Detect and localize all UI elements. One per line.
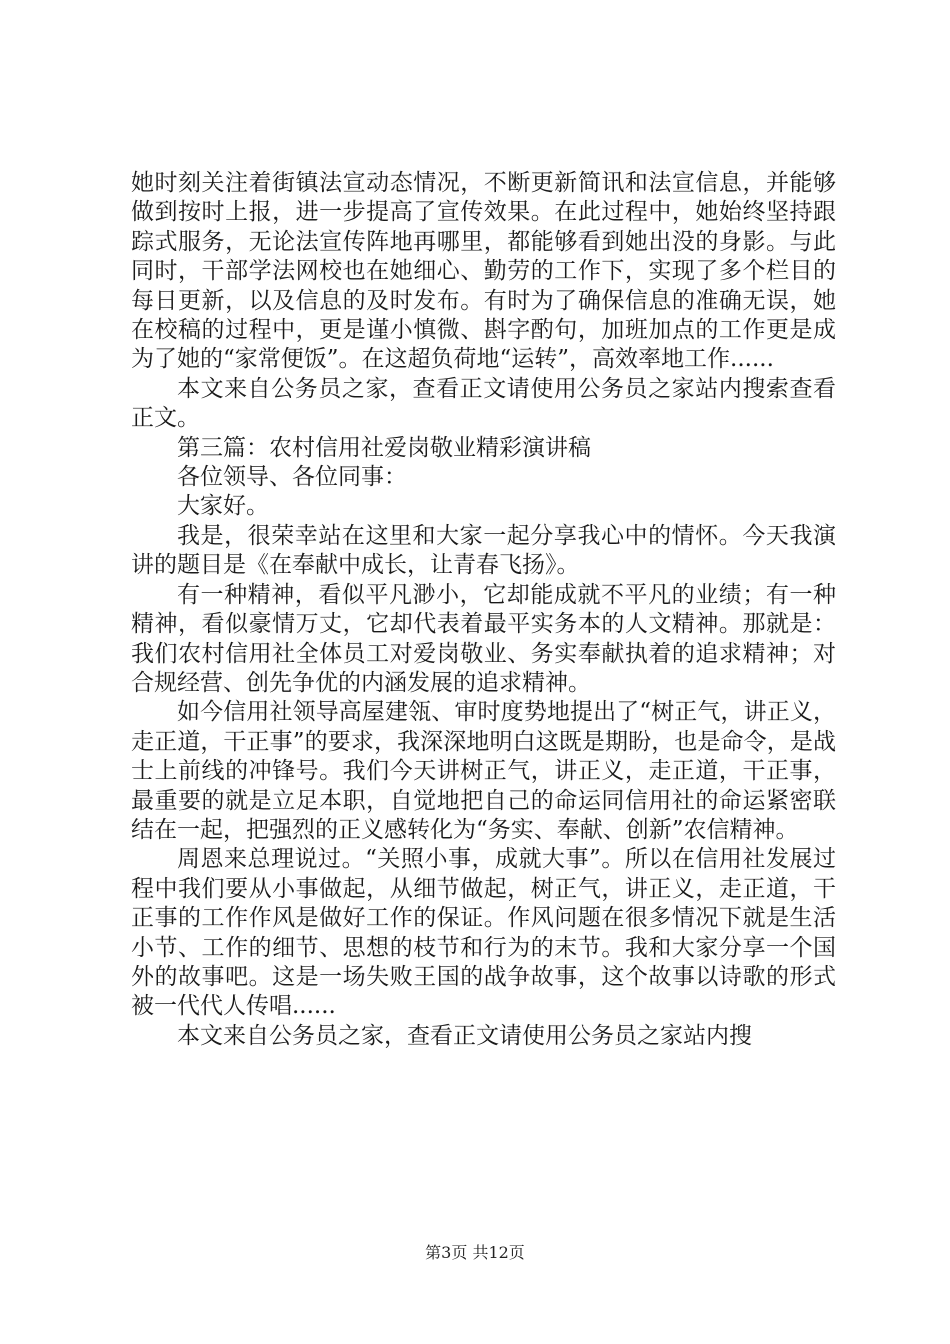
page-number: 第3页 共12页 <box>425 1243 525 1262</box>
salutation: 各位领导、各位同事： <box>177 464 407 491</box>
paragraph-1: 她时刻关注着街镇法宣动态情况，不断更新简讯和法宣信息，并能够做到按时上报，进一步提高了宣传效果。在此过程中，她始终坚持跟踪式服务，无论法宣传阵地再哪里，都能够看到她出没的身影。与此同时，干部学法网校也在她细心、勤劳的工作下，实现了多个栏目的每日更新，以及信息的及时发布。有时为了确保信息的准确无误，她在校稿的过程中，更是谨小慎微、斟字酌句，加班加点的工作更是成为了她的“家常便饭”。在这超负荷地“运转”，高效率地工作...... <box>131 170 836 373</box>
paragraph-9: 周恩来总理说过。“关照小事，成就大事”。所以在信用社发展过程中我们要从小事做起，从细节做起，树正气，讲正义，走正道，干正事的工作作风是做好工作的保证。作风问题在很多情况下就是生活小节、工作的细节、思想的枝节和行为的末节。我和大家分享一个国外的故事吧。这是一场失败王国的战争故事，这个故事以诗歌的形式被一代代人传唱...... <box>131 846 836 1020</box>
paragraph-7: 有一种精神，看似平凡渺小，它却能成就不平凡的业绩；有一种精神，看似豪情万丈，它却代表着最平实务本的人文精神。那就是：我们农村信用社全体员工对爱岗敬业、务实奉献执着的追求精神；对合规经营、创先争优的内涵发展的追求精神。 <box>131 581 836 696</box>
greeting: 大家好。 <box>177 493 269 520</box>
paragraph-8: 如今信用社领导高屋建瓴、审时度势地提出了“树正气，讲正义，走正道，干正事”的要求，我深深地明白这既是期盼，也是命令，是战士上前线的冲锋号。我们今天讲树正气，讲正义，走正道，干正事，最重要的就是立足本职，自觉地把自己的命运同信用社的命运紧密联结在一起，把强烈的正义感转化为“务实、奉献、创新”农信精神。 <box>131 699 836 843</box>
paragraph-6: 我是，很荣幸站在这里和大家一起分享我心中的情怀。今天我演讲的题目是《在奉献中成长，让青春飞扬》。 <box>131 522 836 579</box>
document-body <box>131 169 836 1051</box>
paragraph-2: 本文来自公务员之家，查看正文请使用公务员之家站内搜索查看正文。 <box>131 375 836 432</box>
paragraph-10: 本文来自公务员之家，查看正文请使用公务员之家站内搜 <box>177 1022 752 1049</box>
section-heading: 第三篇：农村信用社爱岗敬业精彩演讲稿 <box>177 434 591 461</box>
